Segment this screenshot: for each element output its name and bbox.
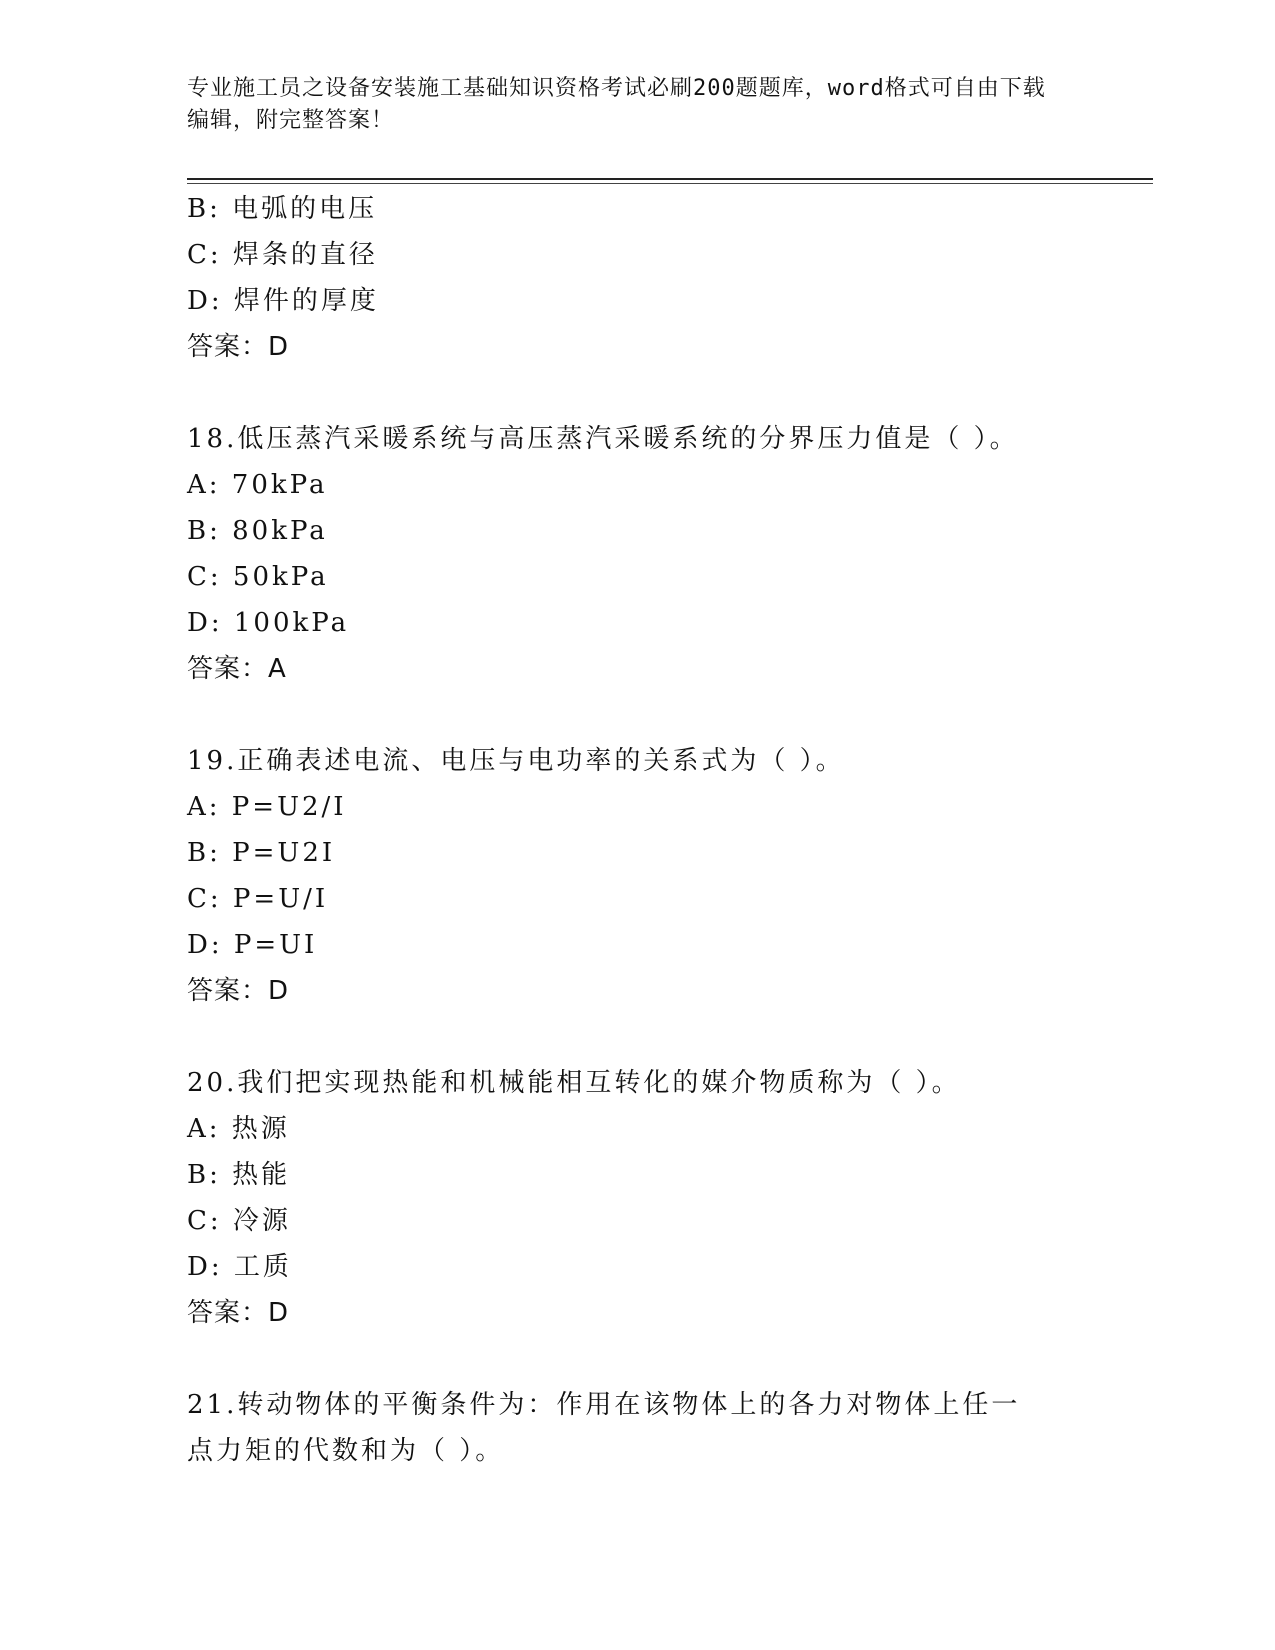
option-d: D: 100kPa xyxy=(187,608,350,638)
option-a: A: 70kPa xyxy=(187,470,328,500)
question-19 xyxy=(187,738,1087,1014)
question-17-partial xyxy=(187,186,1087,370)
option-c: C: P=U/I xyxy=(187,884,329,914)
option-a: A: 热源 xyxy=(187,1114,290,1144)
question-18 xyxy=(187,416,1087,692)
answer-line: 答案：D xyxy=(187,332,290,362)
question-20 xyxy=(187,1060,1087,1336)
header-divider-thick xyxy=(187,178,1153,180)
answer-line: 答案：A xyxy=(187,654,287,684)
header-divider-thin xyxy=(187,183,1153,184)
option-d: D: 焊件的厚度 xyxy=(187,286,379,316)
option-d: D: 工质 xyxy=(187,1252,292,1282)
option-c: C: 冷源 xyxy=(187,1206,291,1236)
question-text: 19.正确表述电流、电压与电功率的关系式为（ ）。 xyxy=(187,746,845,776)
option-b: B: 80kPa xyxy=(187,516,328,546)
option-b: B: P=U2I xyxy=(187,838,336,868)
option-b: B: 电弧的电压 xyxy=(187,194,378,224)
question-text: 20.我们把实现热能和机械能相互转化的媒介物质称为（ ）。 xyxy=(187,1068,961,1098)
option-a: A: P=U2/I xyxy=(187,792,347,822)
option-b: B: 热能 xyxy=(187,1160,291,1190)
question-21 xyxy=(187,1382,1087,1474)
answer-line: 答案：D xyxy=(187,1298,290,1328)
question-text: 18.低压蒸汽采暖系统与高压蒸汽采暖系统的分界压力值是（ ）。 xyxy=(187,424,1019,454)
question-text: 21.转动物体的平衡条件为：作用在该物体上的各力对物体上任一点力矩的代数和为（ ）。 xyxy=(187,1390,1021,1466)
document-header-title: 专业施工员之设备安装施工基础知识资格考试必刷200题题库，word格式可自由下载编辑，附完整答案！ xyxy=(187,76,1046,133)
option-c: C: 焊条的直径 xyxy=(187,240,378,270)
option-c: C: 50kPa xyxy=(187,562,329,592)
option-d: D: P=UI xyxy=(187,930,318,960)
question-list xyxy=(187,186,1087,1474)
answer-line: 答案：D xyxy=(187,976,290,1006)
